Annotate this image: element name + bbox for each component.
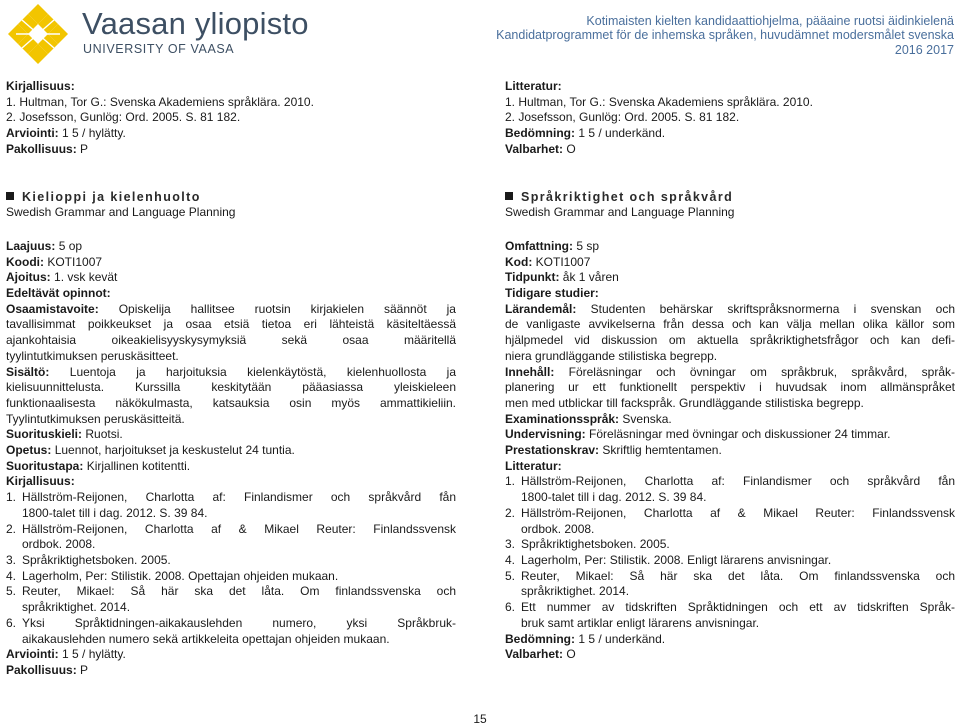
method-value: Skriftlig hemtentamen. (602, 443, 722, 458)
content-line (6, 365, 456, 381)
literature-item (6, 568, 456, 585)
course-title-text: Kielioppi ja kielenhuolto (22, 189, 201, 204)
item-number: 2. (6, 521, 17, 536)
goal-text: hjälpmedel vid diskussion om aktuella språkriktighetsfrågor och kan defi- (505, 333, 955, 348)
literature-item (505, 568, 955, 585)
method-line (505, 443, 955, 459)
teaching-value: Föreläsningar med övningar och diskussioner 24 timmar. (589, 427, 891, 442)
literature-item (505, 505, 955, 522)
program-heading (496, 14, 954, 57)
goal-label: Osaamistavoite: (6, 301, 99, 316)
timing-value: åk 1 våren (562, 270, 619, 285)
literature-label: Litteratur: (505, 458, 562, 473)
content-text: funktionaalisesta näkökulmasta, katsauksia osin myös ammattikieliin. (6, 395, 456, 410)
scope-value: 5 op (58, 238, 83, 253)
item-text: Hällström-Reijonen, Charlotta af: Finlandismer och språkvård fån (22, 490, 456, 505)
evaluation-label: Arviointi: (6, 647, 59, 662)
content-line (505, 365, 955, 381)
item-number: 5. (505, 568, 516, 583)
elective-line (505, 647, 955, 663)
evaluation-value: 1 5 / hylätty. (62, 126, 126, 141)
right-column-swedish (505, 79, 955, 663)
literature-label: Kirjallisuus: (6, 79, 75, 93)
content-label: Innehåll: (505, 364, 555, 379)
literature-list (6, 490, 456, 647)
item-number: 4. (505, 552, 516, 567)
goal-text: ajankohtaisia oikeakielisyyskysymyksiä sekä osaa määritellä (6, 333, 456, 348)
goal-text: Opiskelija hallitsee ruotsin kirjakielen säännöt ja (118, 301, 456, 316)
method-value: Kirjallinen kotitentti. (86, 458, 191, 473)
scope-value: 5 sp (576, 238, 600, 253)
course-title (505, 190, 955, 206)
compulsory-line (6, 142, 456, 158)
literature-item (6, 490, 456, 506)
elective-label: Valbarhet: (505, 141, 564, 156)
teaching-line (6, 443, 456, 459)
content-text: planering ur ett funktionellt perspektiv i huvudsak inom allmänspråket (505, 380, 955, 395)
item-text: Hällström-Reijonen, Charlotta af & Mikael Reuter: Finlandssvensk (22, 521, 456, 536)
item-text: Reuter, Mikael: Så här ska det låta. Om finlandssvenska och (521, 568, 955, 583)
program-name-swedish: Kandidatprogrammet för de inhemska språken, huvudämnet modersmålet svenska (496, 28, 954, 43)
bullet-square-icon (505, 192, 513, 200)
item-text: Yksi Språktidningen-aikakauslehden numero, yksi Språkbruk- (22, 615, 456, 630)
literature-item (505, 537, 955, 553)
item-text: Ett nummer av tidskriften Språktidningen och ett av tidskriften Språk- (521, 600, 955, 615)
code-line (6, 255, 456, 271)
prerequisites-line (6, 286, 456, 302)
content-text: Tyylintutkimuksen peruskäsitteitä. (6, 411, 185, 426)
timing-label: Tidpunkt: (505, 270, 560, 285)
elective-label: Valbarhet: (505, 647, 564, 662)
evaluation-value: 1 5 / hylätty. (62, 647, 126, 662)
item-text: Lagerholm, Per: Stilistik. 2008. Opettajan ohjeiden mukaan. (22, 568, 339, 583)
elective-value: O (566, 647, 576, 662)
item-number: 1. (6, 490, 17, 505)
literature-item (6, 615, 456, 632)
item-text: Språkriktighetsboken. 2005. (22, 552, 171, 567)
item-text: Hällström-Reijonen, Charlotta af & Mikael Reuter: Finlandssvensk (521, 505, 955, 520)
elective-line (505, 142, 955, 158)
prerequisites-label: Tidigare studier: (505, 286, 599, 301)
literature-item (6, 584, 456, 600)
item-number: 6. (6, 615, 17, 630)
scope-label: Laajuus: (6, 238, 56, 253)
content-text: kielisuunnittelusta. Kurssilla keskitytään pääasiassa yleiskieleen (6, 380, 456, 395)
university-logo-icon (6, 2, 70, 66)
content-label: Sisältö: (6, 364, 50, 379)
goal-line (505, 302, 955, 318)
item-text: Hällström-Reijonen, Charlotta af: Finlandismer och språkvård fån (521, 474, 955, 489)
method-label: Prestationskrav: (505, 443, 600, 458)
goal-label: Lärandemål: (505, 301, 577, 316)
evaluation-label: Bedömning: (505, 631, 575, 646)
page-header (0, 0, 960, 68)
language-label: Suorituskieli: (6, 427, 83, 442)
language-line (6, 427, 456, 443)
evaluation-label: Arviointi: (6, 126, 59, 141)
teaching-label: Opetus: (6, 443, 52, 458)
evaluation-line (6, 126, 456, 142)
compulsory-label: Pakollisuus: (6, 141, 77, 156)
teaching-line (505, 427, 955, 443)
evaluation-value: 1 5 / underkänd. (578, 631, 666, 646)
literature-item (505, 474, 955, 490)
teaching-label: Undervisning: (505, 427, 586, 442)
goal-text: tyylintutkimuksen peruskäsitteet. (6, 348, 179, 363)
teaching-value: Luennot, harjoitukset ja keskustelut 24 tuntia. (54, 443, 295, 458)
language-line (505, 412, 955, 428)
bullet-square-icon (6, 192, 14, 200)
literature-item: 2. Josefsson, Gunlög: Ord. 2005. S. 81 182. (6, 110, 241, 125)
item-number: 2. (505, 505, 516, 520)
academic-year: 2016 2017 (894, 42, 954, 57)
scope-line (6, 239, 456, 255)
compulsory-value: P (80, 662, 89, 677)
language-label: Examinationsspråk: (505, 411, 620, 426)
compulsory-label: Pakollisuus: (6, 662, 77, 677)
course-title (6, 190, 456, 206)
literature-item: 2. Josefsson, Gunlög: Ord. 2005. S. 81 182. (505, 110, 740, 125)
compulsory-line (6, 663, 456, 679)
literature-item: 1. Hultman, Tor G.: Svenska Akademiens språklära. 2010. (6, 94, 314, 109)
literature-item-cont: bruk samt artiklar enligt lärarens anvisningar. (521, 615, 760, 630)
goal-text: Studenten behärskar skriftspråksnormerna i svenskan och (590, 301, 955, 316)
evaluation-line (6, 647, 456, 663)
literature-list (505, 474, 955, 631)
evaluation-value: 1 5 / underkänd. (578, 126, 666, 141)
item-text: Språkriktighetsboken. 2005. (521, 537, 670, 552)
item-number: 6. (505, 600, 516, 615)
prerequisites-label: Edeltävät opinnot: (6, 286, 111, 301)
language-value: Svenska. (622, 411, 672, 426)
item-number: 3. (6, 552, 17, 567)
literature-label: Kirjallisuus: (6, 474, 75, 489)
item-number: 5. (6, 584, 17, 599)
literature-item (505, 600, 955, 616)
scope-line (505, 239, 955, 255)
literature-label: Litteratur: (505, 79, 562, 93)
content-text: Föreläsningar och övningar om språkbruk, språkvård, språk- (568, 364, 955, 379)
evaluation-line (505, 126, 955, 142)
literature-item-cont: ordbok. 2008. (521, 521, 595, 536)
literature-item-cont: språkriktighet. 2014. (22, 600, 131, 615)
compulsory-value: P (80, 141, 89, 156)
literature-item-cont: 1800-talet till i dag. 2012. S. 39 84. (22, 505, 208, 520)
code-value: KOTI1007 (535, 254, 591, 269)
logo-subtitle: UNIVERSITY OF VAASA (83, 42, 235, 56)
method-label: Suoritustapa: (6, 458, 84, 473)
content-text: Luentoja ja harjoituksia kielenkäytöstä, kielenhuollosta ja (69, 364, 456, 379)
timing-label: Ajoitus: (6, 270, 51, 285)
goal-text: niera grundläggande stilistiska begrepp. (505, 348, 718, 363)
code-value: KOTI1007 (47, 254, 103, 269)
literature-item-cont: 1800-talet till i dag. 2012. S. 39 84. (521, 490, 707, 505)
course-subtitle: Swedish Grammar and Language Planning (505, 205, 735, 220)
literature-item (6, 552, 456, 569)
literature-item (505, 552, 955, 569)
prerequisites-line (505, 286, 955, 302)
item-number: 1. (505, 474, 516, 489)
page-number: 15 (473, 712, 487, 726)
literature-item-cont: aikakauslehden numero sekä artikkeleita opettajan ohjeiden mukaan. (22, 631, 390, 646)
item-number: 4. (6, 568, 17, 583)
left-column-finnish (6, 79, 456, 679)
timing-line (505, 270, 955, 286)
logo-title: Vaasan yliopisto (82, 6, 309, 41)
course-title-text: Språkriktighet och språkvård (521, 189, 734, 204)
code-line (505, 255, 955, 271)
literature-item-cont: ordbok. 2008. (22, 537, 96, 552)
goal-text: de vanligaste avvikelserna från dessa och kan välja mellan olika källor som (505, 317, 955, 332)
code-label: Kod: (505, 254, 533, 269)
code-label: Koodi: (6, 254, 44, 269)
goal-text: tavallisimmat poikkeukset ja osaa etsiä tietoa eri lähteistä käsiteltäessä (6, 317, 456, 332)
elective-value: O (566, 141, 576, 156)
program-name-finnish: Kotimaisten kielten kandidaattiohjelma, pääaine ruotsi äidinkielenä (586, 14, 954, 28)
timing-value: 1. vsk kevät (54, 270, 118, 285)
method-line (6, 459, 456, 475)
scope-label: Omfattning: (505, 238, 573, 253)
timing-line (6, 270, 456, 286)
item-text: Reuter, Mikael: Så här ska det låta. Om finlandssvenska och (22, 584, 456, 599)
item-text: Lagerholm, Per: Stilistik. 2008. Enligt lärarens anvisningar. (521, 552, 832, 567)
course-subtitle: Swedish Grammar and Language Planning (6, 205, 236, 220)
item-number: 3. (505, 537, 516, 552)
content-text: men med utblickar till fackspråk. Grundläggande stilistiska begrepp. (505, 395, 864, 410)
goal-line (6, 302, 456, 318)
literature-item: 1. Hultman, Tor G.: Svenska Akademiens språklära. 2010. (505, 94, 813, 109)
literature-item-cont: språkriktighet. 2014. (521, 584, 630, 599)
evaluation-line (505, 632, 955, 648)
evaluation-label: Bedömning: (505, 126, 575, 141)
literature-item (6, 521, 456, 538)
language-value: Ruotsi. (85, 427, 123, 442)
